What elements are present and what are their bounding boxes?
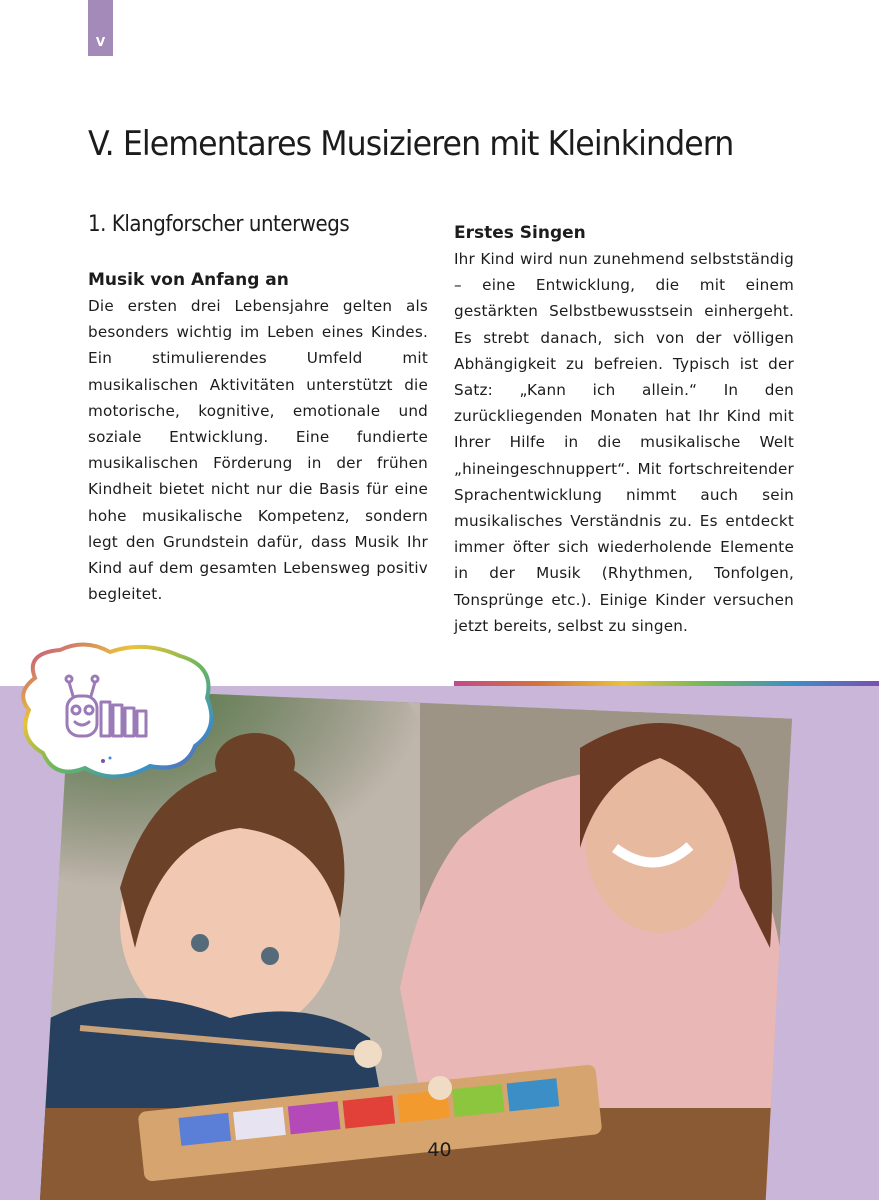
sub-heading-musik: Musik von Anfang an — [88, 270, 289, 290]
paragraph-musik: Die ersten drei Lebensjahre gelten als besonders wichtig im Leben eines Kindes. Ein stimulierendes Umfeld mit musikalischen Aktivitäten unterstützt die motorische, kognitive, emotionale und soziale Entwicklung. Eine fundierte musikalischen Förderung in der frühen Kindheit bietet nicht nur die Basis für eine hohe musikalische Kompetenz, sondern legt den Grundstein dafür, dass Musik Ihr Kind auf dem gesamten Lebensweg positiv begleitet. — [88, 297, 428, 604]
xylophone-robot-icon — [15, 638, 220, 788]
page-number: 40 — [427, 1139, 452, 1161]
right-column — [454, 220, 794, 639]
left-column — [88, 212, 428, 607]
sub-heading-singen: Erstes Singen — [454, 223, 586, 243]
rainbow-divider — [454, 681, 879, 686]
page-title: V. Elementares Musizieren mit Kleinkindern — [88, 124, 734, 164]
chapter-tab: V — [88, 0, 113, 56]
paragraph-singen: Ihr Kind wird nun zunehmend selbstständig – eine Entwicklung, die mit einem gestärkten Selbstbewusstsein einhergeht. Es strebt danach, sich von der völligen Abhängigkeit zu befreien. Typisch ist der Satz: „Kann ich allein.“ In den zurückliegenden Monaten hat Ihr Kind mit Ihrer Hilfe in die musikalische Welt „hineingeschnuppert“. Mit fortschreitender Sprachentwicklung nimmt auch sein musikalisches Verständnis zu. Es entdeckt immer öfter sich wiederholende Elemente in der Musik (Rhythmen, Tonfolgen, Tonsprünge etc.). Einige Kinder versuchen jetzt bereits, selbst zu singen. — [454, 250, 794, 635]
section-heading: 1. Klangforscher unterwegs — [88, 212, 350, 237]
